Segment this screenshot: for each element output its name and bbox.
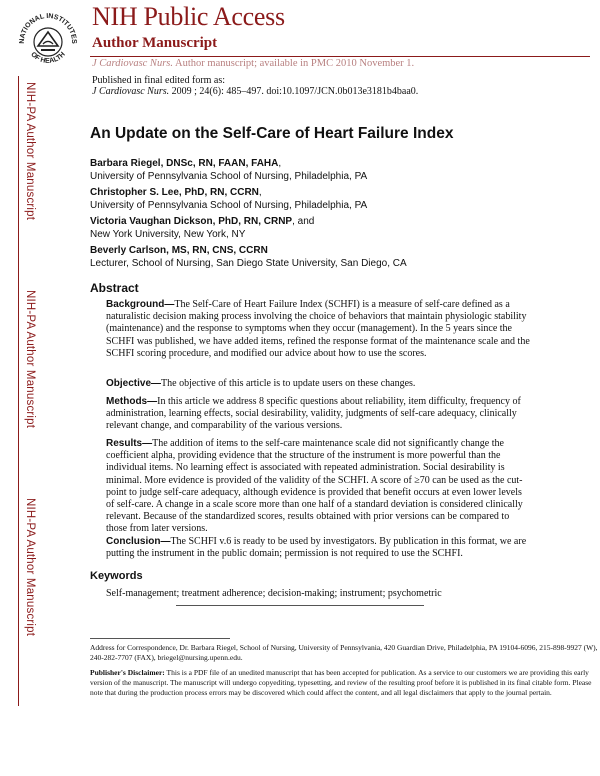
section-text: The Self-Care of Heart Failure Index (SCHFI) is a measure of self-care defined as a naturalistic decision making process involving the choice of behaviors that maintain physiologic stability (maintenance) and the response to symptoms when they occur (management). In the 5 years since the SCHFI was published, we have added items, refined the response format of the maintenance scale and the SCHFI scoring procedure, and modified our advice about how to use the scores. (106, 299, 530, 359)
section-label: Background— (106, 299, 175, 310)
author-name: Beverly Carlson, MS, RN, CNS, CCRN (90, 245, 268, 256)
keywords-heading: Keywords (90, 570, 143, 582)
footnote-divider (90, 638, 230, 639)
author-name: Barbara Riegel, DNSc, RN, FAAN, FAHA (90, 158, 279, 169)
svg-text:OF HEALTH (29, 51, 67, 65)
section-label: Methods— (106, 396, 158, 407)
author-suffix: , (278, 158, 282, 169)
section-label: Objective— (106, 378, 162, 389)
abstract-objective (106, 378, 531, 390)
sidebar-label: NIH-PA Author Manuscript (24, 290, 36, 429)
section-label: Results— (106, 438, 153, 449)
keywords-divider (176, 605, 424, 606)
author-name: Christopher S. Lee, PhD, RN, CCRN (90, 187, 259, 198)
section-text: The addition of items to the self-care maintenance scale did not significantly change the coefficient alpha, providing evidence that the structure of the instrument is more powerful than the individual items. No learning effect is associated with repeated administration. Social desirability is minimal. More evidence is provided of the validity of the SCHFI. A score of ≥70 can be used as the cut-point to judge self-care adequacy, although evidence is provided that benefit occurs at even lower levels of self-care. A change in a scale score more than one half of a standard deviation is considered clinically relevant. Because of the standardized scores, results obtained with prior versions can be compared to those from later versions. (106, 438, 523, 535)
header-subtitle: Author Manuscript (92, 35, 218, 51)
nih-seal-icon (14, 6, 82, 72)
citation-line (92, 85, 418, 98)
author-block (90, 244, 407, 270)
section-label: Conclusion— (106, 536, 171, 547)
sidebar-label: NIH-PA Author Manuscript (24, 82, 36, 221)
disclaimer-text: This is a PDF file of an unedited manuscript that has been accepted for publication. As a service to our customers we are providing this early version of the manuscript. The manuscript will undergo copyediting, typesetting, and review of the resulting proof before it is published in its final citable form. Please note that during the production process errors may be discovered which could affect the content, and all legal disclaimers that apply to the journal pertain. (90, 668, 592, 697)
header-journal-abbrev: J Cardiovasc Nurs. (92, 58, 173, 69)
header-title: NIH Public Access (92, 2, 285, 31)
header-journal-note: Author manuscript; available in PMC 2010 November 1. (175, 58, 415, 69)
author-affiliation: University of Pennsylvania School of Nursing, Philadelphia, PA (90, 200, 368, 211)
sidebar-label: NIH-PA Author Manuscript (24, 498, 36, 637)
article-title: An Update on the Self-Care of Heart Failure Index (90, 125, 454, 142)
publisher-disclaimer (90, 668, 600, 698)
header-journal-line (92, 57, 414, 71)
nih-seal-logo (14, 6, 82, 72)
abstract-heading: Abstract (90, 281, 139, 295)
logo-text-bottom: OF HEALTH (29, 51, 67, 65)
citation-text: 2009 ; 24(6): 485–497. doi:10.1097/JCN.0b013e3181b4baa0. (171, 86, 419, 97)
keywords-text: Self-management; treatment adherence; decision-making; instrument; psychometric (106, 588, 442, 599)
author-affiliation: Lecturer, School of Nursing, San Diego State University, San Diego, CA (90, 258, 407, 269)
section-text: The objective of this article is to update users on these changes. (161, 378, 416, 389)
abstract-results (106, 438, 531, 536)
correspondence-footnote: Address for Correspondence, Dr. Barbara Riegel, School of Nursing, University of Pennsylvania, 420 Guardian Drive, Philadelphia, PA 19104-6096, 215-898-9927 (W), 240-282-7707 (FAX), briegel@nursing.upenn.edu. (90, 643, 598, 662)
abstract-conclusion (106, 536, 531, 560)
disclaimer-label: Publisher's Disclaimer: (90, 668, 165, 677)
author-affiliation: University of Pennsylvania School of Nursing, Philadelphia, PA (90, 171, 368, 182)
published-in-label: Published in final edited form as: (92, 75, 226, 86)
abstract-methods (106, 396, 531, 433)
author-block (90, 157, 367, 183)
abstract-background (106, 299, 531, 360)
author-suffix: , and (292, 216, 315, 227)
author-block (90, 215, 314, 241)
author-name: Victoria Vaughan Dickson, PhD, RN, CRNP (90, 216, 293, 227)
author-affiliation: New York University, New York, NY (90, 229, 246, 240)
citation-journal: J Cardiovasc Nurs. (92, 86, 170, 97)
section-text: The SCHFI v.6 is ready to be used by investigators. By publication in this format, we are putting the instrument in the public domain; permission is not required to use the SCHFI. (106, 536, 527, 560)
section-text: In this article we address 8 specific questions about reliability, item difficulty, frequency of administration, learning effects, social desirability, validity, judgments of self-care adequacy, clinically relevant change, and comparability of the various versions. (106, 396, 521, 432)
author-block (90, 186, 367, 212)
logo-text-top: NATIONAL INSTITUTES (18, 12, 78, 44)
author-suffix: , (258, 187, 262, 198)
